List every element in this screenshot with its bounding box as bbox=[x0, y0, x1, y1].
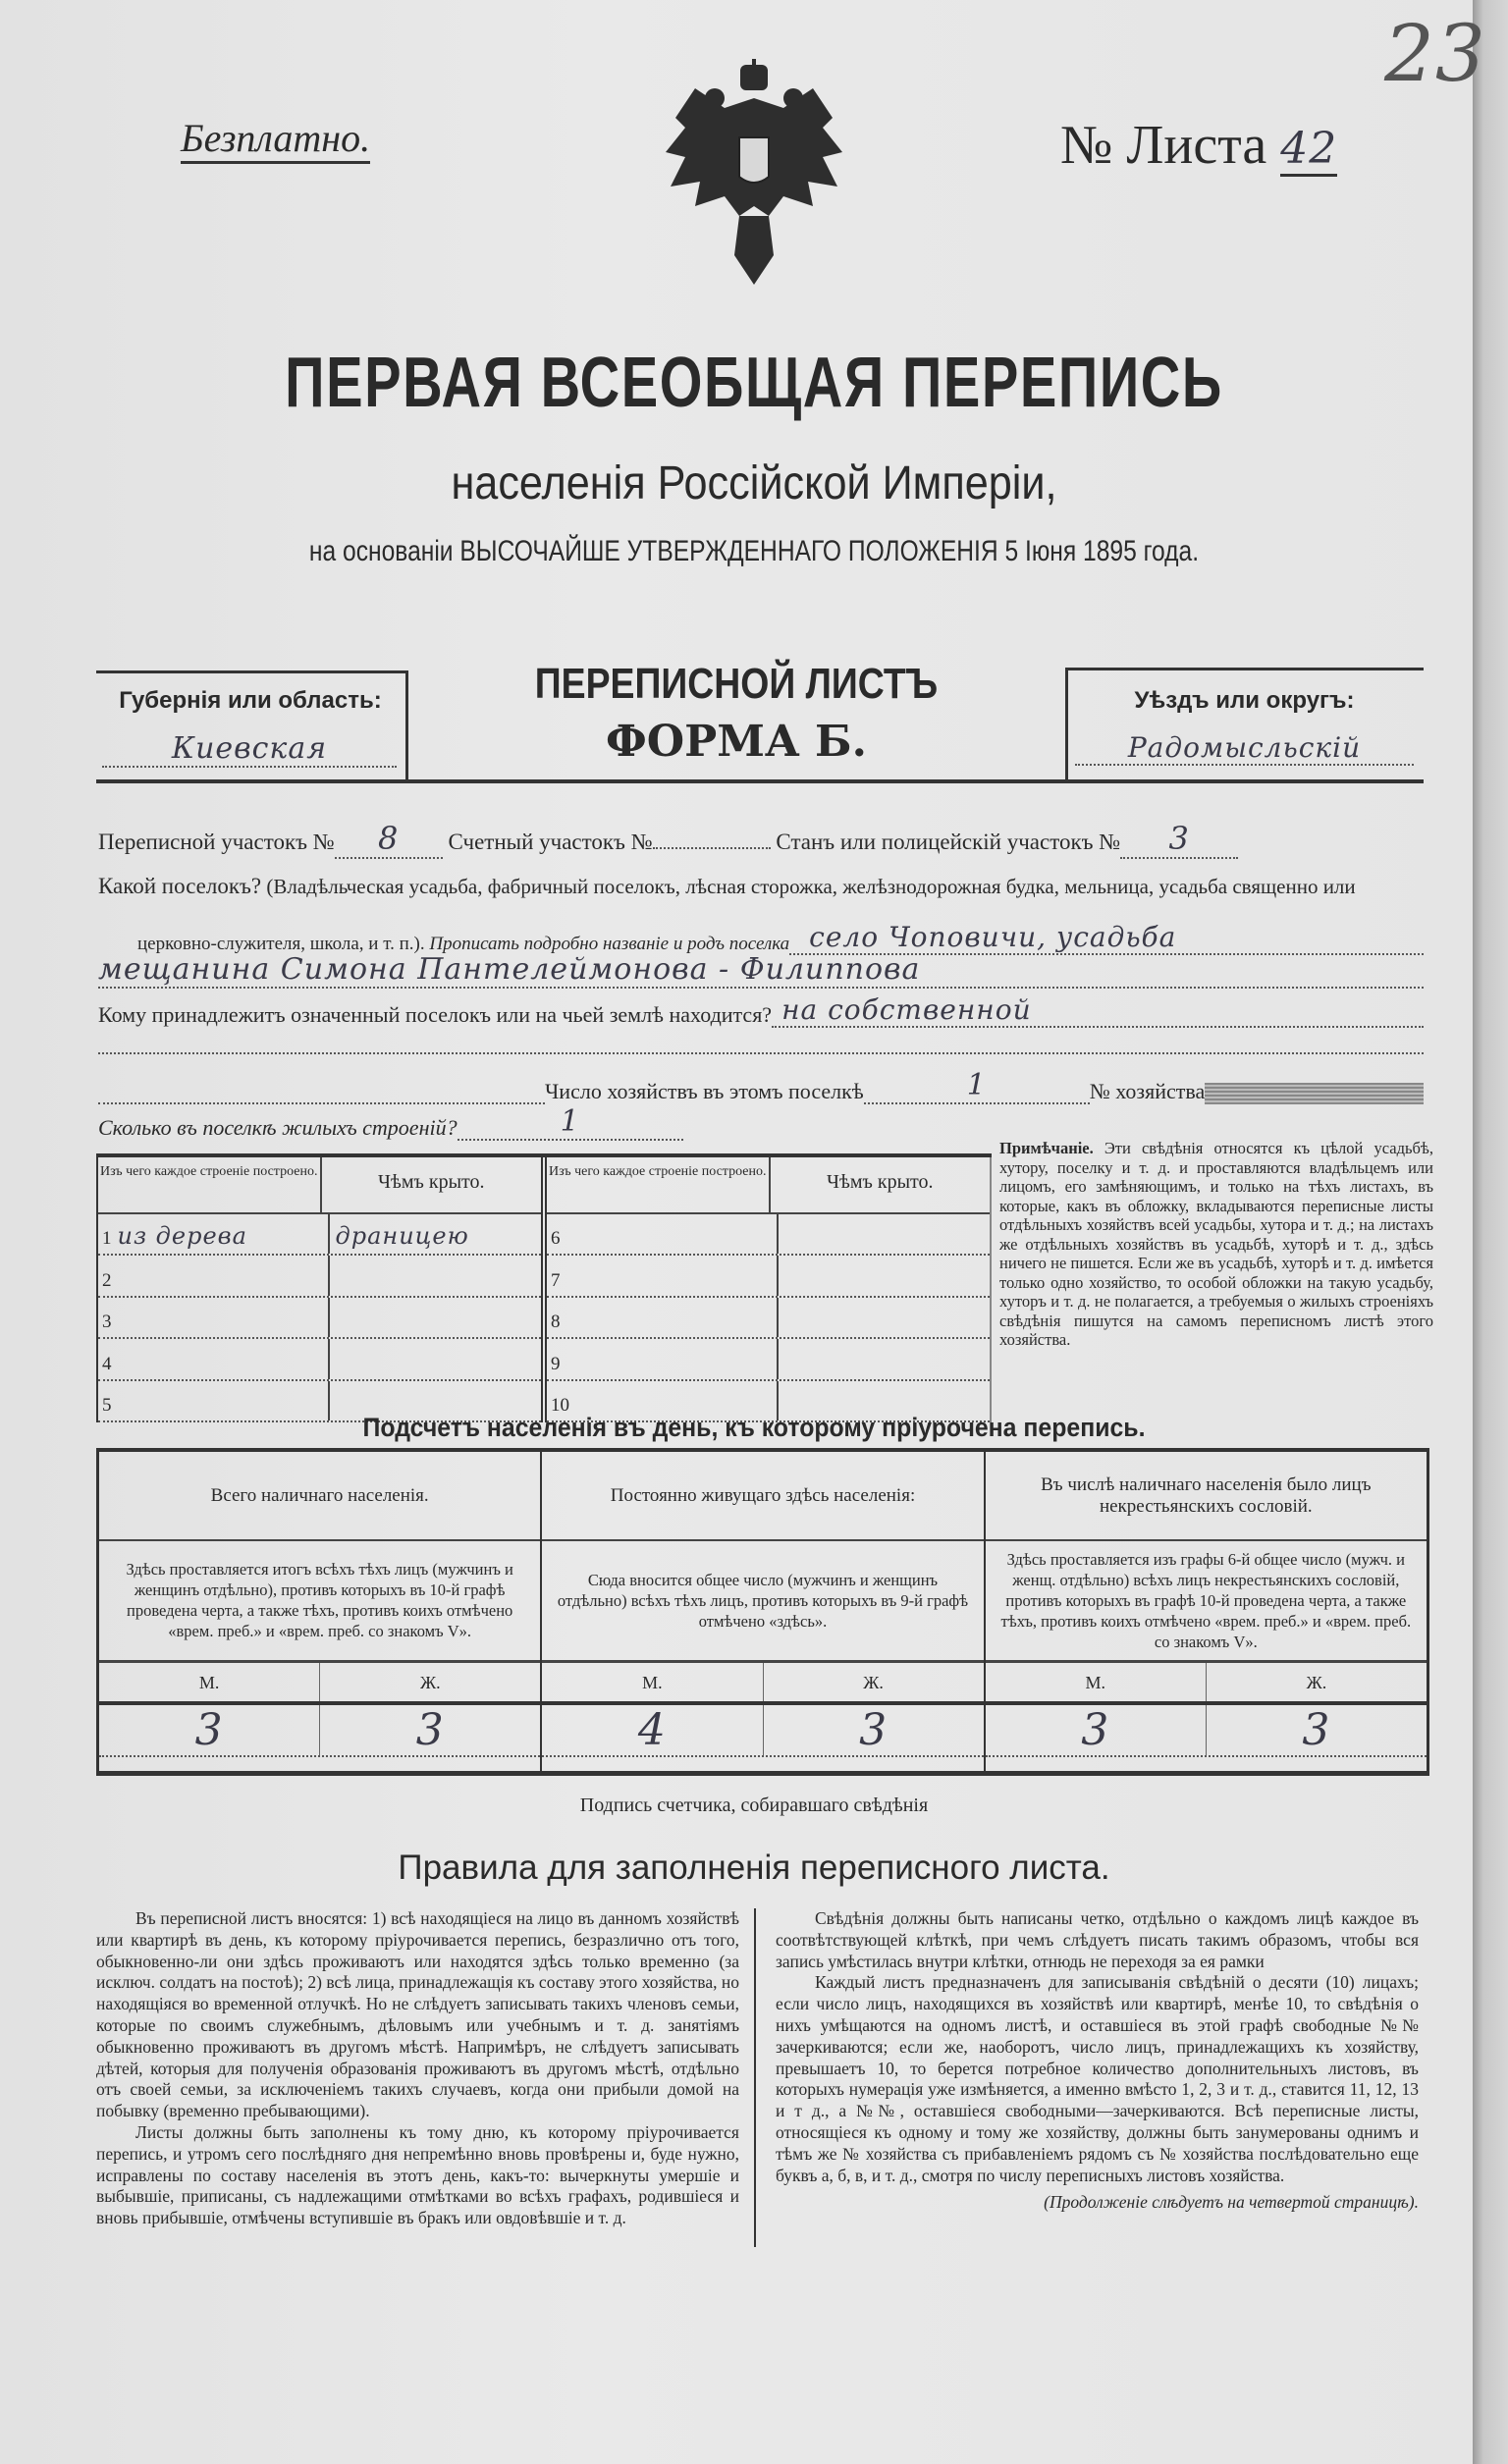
buildings-table bbox=[96, 1153, 992, 1422]
households-row bbox=[98, 1068, 1424, 1104]
row-number: 7 bbox=[551, 1269, 561, 1291]
households-field[interactable]: 1 bbox=[864, 1068, 1090, 1104]
table-row bbox=[547, 1339, 990, 1380]
settlement-hint: (Владѣльческая усадьба, фабричный поселокъ, лѣсная сторожка, желѣзнодорожная будка, мельница, усадьба священно или bbox=[266, 875, 1356, 898]
population-column-desc: Здѣсь проставляется итогъ всѣхъ тѣхъ лицъ (мужчинъ и женщинъ отдѣльно), противъ которыхъ въ 10-й графѣ проведена черта, а также тѣхъ, противъ коихъ отмѣчено «врем. преб.» и «врем. преб. со знакомъ V». bbox=[99, 1541, 540, 1662]
archive-number: 23 bbox=[1384, 8, 1486, 99]
owner-field-continued[interactable] bbox=[98, 1043, 1424, 1054]
rules-left-column bbox=[96, 1908, 739, 2229]
rules-title: Правила для заполненія переписного листа. bbox=[398, 1848, 1110, 1887]
page-title: ПЕРВАЯ ВСЕОБЩАЯ ПЕРЕПИСЬ bbox=[285, 344, 1223, 422]
buildings-field[interactable]: 1 bbox=[458, 1104, 683, 1141]
rules-continued: (Продолженіе слѣдуетъ на четвертой страницѣ). bbox=[1044, 2192, 1419, 2213]
male-header: М. bbox=[99, 1663, 320, 1701]
province-field[interactable]: Киевская bbox=[102, 731, 397, 768]
rules-paragraph: Каждый листъ предназначенъ для записыванія свѣдѣній о десяти (10) лицахъ; если число лицъ, находящихся въ хозяйствѣ или квартирѣ, менѣе 10, то свѣдѣнія о нихъ умѣщаются на одномъ листѣ, и оставшіеся въ этой графѣ свободные №№ зачеркиваются; если же, наоборотъ, число лицъ, принадлежащихъ къ хозяйству, превышаетъ 10, то берется потребное количество дополнительныхъ листовъ, въ которыхъ нумерація уже измѣняется, а именно вмѣсто 1, 2, 3 и т. д., ставится 11, 12, 13 и т д., а №№, оставшіеся свободными—зачеркиваются. Всѣ переписные листы, относящіеся къ одному и тому же хозяйству, должны быть занумерованы однимъ и тѣмъ же № хозяйства съ прибавленіемъ рядомъ съ № хозяйства послѣдовательно еще буквъ а, б, в, и т. д., смотря по числу переписныхъ листовъ хозяйства. bbox=[776, 1972, 1419, 2185]
table-row bbox=[98, 1339, 541, 1380]
population-heading: Подсчетъ населенія въ день, къ которому пріурочена перепись. bbox=[362, 1413, 1146, 1442]
district-field[interactable]: Радомысльскій bbox=[1075, 731, 1414, 766]
settlement-row bbox=[98, 874, 1433, 899]
population-column-title: Въ числѣ наличнаго населенія было лицъ некрестьянскихъ сословій. bbox=[986, 1452, 1427, 1541]
population-column-title: Всего наличнаго населенія. bbox=[99, 1452, 540, 1541]
form-subtitle: ФОРМА Б. bbox=[606, 717, 867, 767]
signature-label: Подпись счетчика, собиравшаго свѣдѣнія bbox=[579, 1794, 929, 1816]
buildings-label: Сколько въ поселкѣ жилыхъ строеній? bbox=[98, 1115, 458, 1140]
settlement-hint-2: церковно-служителя, школа, и т. п.). bbox=[137, 934, 425, 954]
note-text: Эти свѣдѣнія относятся къ цѣлой усадьбѣ, хутору, поселку и т. д. и проставляются владѣльцемъ или лицомъ, его замѣняющимъ, и только на тѣхъ листахъ, въ которые, какъ въ обложку, вкладываются переписные листы отдѣльныхъ хозяйствъ всей усадьбы, хутора и т. д.; на листахъ же отдѣльныхъ хозяйствъ въ усадьбѣ, хуторѣ и т. д., здѣсь ничего не пишется. Если же въ усадьбѣ, хуторѣ и т. д. имѣется только одно хозяйство, то особой обложки на такую усадьбу, хуторъ и т. д. не полагается, а требуемыя о жилыхъ строеніяхъ свѣдѣнія пишутся на самомъ переписномъ листѣ этого хозяйства. bbox=[999, 1139, 1433, 1349]
area-fields-row bbox=[98, 820, 1424, 859]
female-count[interactable]: 3 bbox=[415, 1705, 445, 1755]
female-header: Ж. bbox=[1306, 1672, 1327, 1692]
double-headed-eagle-icon bbox=[656, 59, 852, 295]
table-row bbox=[547, 1298, 990, 1339]
sheet-number-field bbox=[1060, 116, 1337, 179]
owner-row bbox=[98, 993, 1424, 1028]
rules-paragraph: Листы должны быть заполнены къ тому дню, къ которому пріурочивается перепись, и утромъ сего послѣдняго дня непремѣнно вновь провѣрены и, буде нужно, исправлены по составу населенія въ этотъ день, какъ-то: вычеркнуты умершіе и выбывшіе, приписаны, съ надлежащими отмѣтками во всѣхъ графахъ, родившіеся и вновь прибывшіе, отмѣчены вступившіе въ бракъ или овдовѣвшіе и т. д. bbox=[96, 2121, 739, 2228]
count-area-label: Счетный участокъ № bbox=[448, 830, 653, 854]
household-no-field[interactable] bbox=[1205, 1083, 1424, 1104]
male-header: М. bbox=[986, 1663, 1207, 1701]
male-header: М. bbox=[542, 1663, 763, 1701]
buildings-row bbox=[98, 1104, 683, 1141]
row-number: 2 bbox=[102, 1269, 112, 1291]
row-number: 9 bbox=[551, 1353, 561, 1374]
household-no-label: № хозяйства bbox=[1089, 1079, 1206, 1103]
basis-line: на основаніи ВЫСОЧАЙШЕ УТВЕРЖДЕННАГО ПОЛОЖЕНІЯ 5 Іюня 1895 года. bbox=[308, 535, 1200, 567]
owner-label: Кому принадлежитъ означенный поселокъ или на чьей землѣ находится? bbox=[98, 1002, 773, 1027]
population-column-desc: Сюда вносится общее число (мужчинъ и женщинъ отдѣльно) всѣхъ тѣхъ лицъ, противъ которыхъ въ 9-й графѣ отмѣчено «здѣсь». bbox=[542, 1541, 983, 1662]
row-number: 8 bbox=[551, 1312, 561, 1333]
population-column bbox=[99, 1452, 542, 1771]
census-area-field[interactable]: 8 bbox=[335, 820, 443, 859]
male-count[interactable]: 3 bbox=[99, 1705, 320, 1755]
row-number: 5 bbox=[102, 1395, 112, 1417]
population-table bbox=[96, 1448, 1429, 1776]
scan-edge bbox=[1473, 0, 1508, 2464]
table-row bbox=[547, 1256, 990, 1297]
material-cell[interactable]: из дерева bbox=[117, 1222, 247, 1251]
province-label: Губернія или область: bbox=[119, 687, 382, 714]
table-row bbox=[98, 1298, 541, 1339]
col-roof-header: Чѣмъ крыто. bbox=[378, 1171, 485, 1193]
population-column-desc: Здѣсь проставляется изъ графы 6-й общее число (мужч. и женщ. отдѣльно) всѣхъ лицъ некрестьянскихъ сословій, противъ которыхъ въ графѣ 10-й проведена черта, а также тѣхъ, противъ коихъ отмѣчено «врем. преб.» и «врем. преб. со знакомъ V». bbox=[986, 1541, 1427, 1662]
female-count[interactable]: 3 bbox=[859, 1705, 889, 1755]
table-row bbox=[98, 1214, 541, 1256]
settlement-field-2[interactable]: мещанина Симона Пантелеймонова - Филиппова bbox=[98, 952, 1424, 989]
population-column bbox=[986, 1452, 1427, 1771]
population-column bbox=[542, 1452, 985, 1771]
rules-paragraph: Въ переписной листъ вносятся: 1) всѣ находящіеся на лицо въ данномъ хозяйствѣ или квартирѣ въ день, къ которому пріурочивается перепись, безразлично отъ того, обыкновенно-ли они здѣсь проживаютъ или находятся здѣсь только временно (за исключ. солдатъ на постоѣ); 2) всѣ лица, принадлежащія къ составу этого хозяйства, но находящіяся во временной отлучкѣ. Но не слѣдуетъ записывать такихъ членовъ семьи, которые по своимъ служебнымъ, дѣловымъ или учебнымъ и т. д. занятіямъ обыкновенно проживаютъ въ другомъ мѣстѣ. Напримѣръ, не слѣдуетъ записывать дѣтей, которыя для полученія образованія проживаютъ въ другомъ мѣстѣ, отдѣльно отъ своей семьи, за исключеніемъ такихъ случаевъ, когда они прибыли домой на побывку (временно пребывающими). bbox=[96, 1908, 739, 2121]
row-number: 4 bbox=[102, 1353, 112, 1374]
settlement-row-2 bbox=[137, 921, 1424, 955]
table-row bbox=[98, 1256, 541, 1297]
households-label: Число хозяйствъ въ этомъ поселкѣ bbox=[545, 1079, 864, 1103]
census-area-label: Переписной участокъ № bbox=[98, 830, 335, 854]
police-area-label: Станъ или полицейскій участокъ № bbox=[776, 830, 1121, 854]
roof-cell[interactable]: драницею bbox=[335, 1222, 469, 1251]
district-label: Уѣздъ или округъ: bbox=[1134, 687, 1355, 714]
female-count[interactable]: 3 bbox=[1302, 1705, 1331, 1755]
col-material-header: Изъ чего каждое строеніе построено. bbox=[98, 1157, 322, 1212]
count-area-field[interactable] bbox=[653, 824, 771, 849]
row-number: 10 bbox=[551, 1395, 569, 1417]
col-material-header: Изъ чего каждое строеніе построено. bbox=[547, 1157, 771, 1212]
settlement-hint-italic: Прописать подробно названіе и родъ поселка bbox=[429, 934, 790, 954]
row-number: 1 bbox=[102, 1228, 112, 1250]
buildings-table-half bbox=[547, 1157, 992, 1422]
row-number: 3 bbox=[102, 1312, 112, 1333]
police-area-field[interactable]: 3 bbox=[1120, 820, 1238, 859]
female-header: Ж. bbox=[863, 1672, 884, 1692]
settlement-label: Какой поселокъ? bbox=[98, 874, 262, 898]
row-number: 6 bbox=[551, 1228, 561, 1250]
female-header: Ж. bbox=[419, 1672, 441, 1692]
free-label: Безплатно. bbox=[181, 116, 370, 164]
sheet-label: № Листа bbox=[1060, 115, 1267, 176]
owner-field[interactable]: на собственной bbox=[772, 993, 1424, 1028]
table-row bbox=[547, 1214, 990, 1256]
population-column-title: Постоянно живущаго здѣсь населенія: bbox=[542, 1452, 983, 1541]
rules-right-column bbox=[776, 1908, 1419, 2214]
sheet-number: 42 bbox=[1280, 124, 1337, 177]
note-block bbox=[999, 1139, 1433, 1350]
col-roof-header: Чѣмъ крыто. bbox=[827, 1171, 934, 1193]
male-count[interactable]: 4 bbox=[542, 1705, 763, 1755]
note-label: Примѣчаніе. bbox=[999, 1139, 1094, 1157]
form-title: ПЕРЕПИСНОЙ ЛИСТЪ bbox=[534, 660, 939, 708]
male-count[interactable]: 3 bbox=[986, 1705, 1207, 1755]
settlement-field-1[interactable]: село Чоповичи, усадьба bbox=[789, 921, 1424, 955]
buildings-table-half bbox=[98, 1157, 547, 1422]
rules-paragraph: Свѣдѣнія должны быть написаны четко, отдѣльно о каждомъ лицѣ каждое въ соотвѣтствующей клѣткѣ, при чемъ слѣдуетъ писать такимъ образомъ, чтобы вся запись умѣстилась внутри клѣтки, отнюдь не переходя за ея рамки bbox=[776, 1908, 1419, 1971]
page-subtitle: населенія Россійской Имперіи, bbox=[451, 457, 1057, 509]
